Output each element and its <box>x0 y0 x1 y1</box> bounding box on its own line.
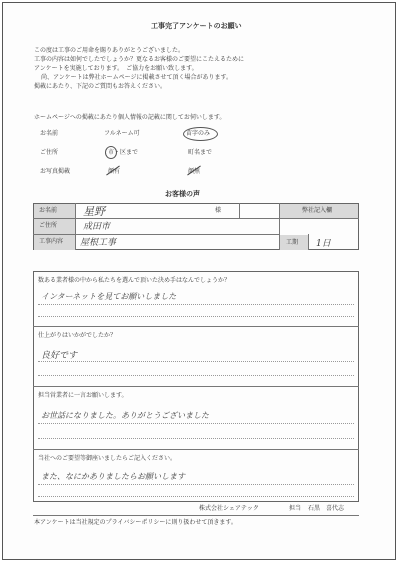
period-value[interactable]: 1日 <box>316 239 331 249</box>
answer-line <box>38 361 354 362</box>
consent-address-opt-city[interactable]: 市・区まで <box>108 149 139 156</box>
question-2: 仕上がりはいかがでしたか？ <box>38 332 117 339</box>
privacy-note: 本アンケートは当社規定のプライバシーポリシーに則り扱わせて頂きます。 <box>34 519 237 526</box>
row-divider <box>33 218 359 219</box>
consent-photo-opt-face[interactable]: 顔有 <box>108 168 121 175</box>
consent-photo-label: お写真掲載 <box>40 168 71 175</box>
footer-divider <box>33 515 359 516</box>
address-label: ご住所 <box>39 222 58 229</box>
period-label: 工期 <box>286 239 299 246</box>
consent-name-opt-fullname[interactable]: フルネーム可 <box>104 130 140 137</box>
section-divider <box>33 386 359 387</box>
intro-line-1: この度は工事のご用命を賜りありがとうございました。 <box>34 47 185 54</box>
answer-line <box>38 484 354 485</box>
company-name: 株式会社シェアテック <box>199 505 259 512</box>
answer-line <box>38 375 354 376</box>
consent-address-label: ご住所 <box>40 149 59 156</box>
section-divider <box>33 449 359 450</box>
answer-1[interactable]: インターネットを見てお願いしました <box>41 292 177 301</box>
column-divider <box>75 203 76 250</box>
question-1: 数ある業者様の中から私たちを選んで頂いた決め手はなんでしょうか？ <box>38 277 231 284</box>
name-label: お名前 <box>39 207 58 214</box>
column-divider <box>308 234 309 250</box>
intro-line-4: 尚、アンケートは弊社ホームページに掲載させて頂く場合があります。 <box>41 74 233 81</box>
answer-line <box>38 304 354 305</box>
intro-line-2: 工事の内容は如何でしたでしょうか？更なるお客様のご要望にこたえるために <box>34 56 245 63</box>
answer-line <box>38 423 354 424</box>
staff-label: 担当 <box>289 505 302 512</box>
answer-line <box>38 316 354 317</box>
selected-circle-mark <box>183 127 218 141</box>
consent-address-opt-town[interactable]: 町名まで <box>188 149 213 156</box>
name-value[interactable]: 星野 <box>83 205 105 218</box>
voice-banner <box>33 186 359 200</box>
column-divider <box>239 203 240 218</box>
intro-line-5: 掲載にあたり、下記のご質問もお答えください。 <box>34 83 167 90</box>
consent-photo-opt-noface[interactable]: 顔無 <box>188 168 201 175</box>
answer-line <box>38 496 354 497</box>
consent-name-label: お名前 <box>40 130 59 137</box>
address-value[interactable]: 成田市 <box>83 222 111 232</box>
answer-line <box>38 438 354 439</box>
consent-heading: ホームページへの掲載にあたり個人情報の記載に関してお伺いします。 <box>34 114 226 121</box>
selected-circle-mark <box>105 146 117 159</box>
section-divider <box>33 326 359 327</box>
work-label: 工事内容 <box>39 238 64 245</box>
voice-title: お客様の声 <box>165 190 200 198</box>
staff-name: 石黒 喜代志 <box>308 505 345 512</box>
intro-line-3: アンケートを実施しております。 ご協力をお願い致します。 <box>34 65 198 72</box>
page-title: 工事完了アンケートのお願い <box>151 22 242 30</box>
answer-4[interactable]: また、なにかありましたらお願いします <box>41 472 185 481</box>
answer-2[interactable]: 良好です <box>41 351 78 361</box>
office-label: 弊社記入欄 <box>302 207 333 214</box>
consent-name-opt-surname[interactable]: 苗字のみ <box>186 130 211 137</box>
survey-sheet <box>2 2 396 560</box>
question-3: 担当営業者に一言お願いします。 <box>38 392 128 399</box>
honorific: 様 <box>215 207 222 214</box>
work-value[interactable]: 屋根工事 <box>80 238 117 248</box>
question-4: 当社へのご要望等御座いましたらご記入ください。 <box>38 455 177 462</box>
answer-3[interactable]: お世話になりました。ありがとうございました <box>41 411 209 420</box>
